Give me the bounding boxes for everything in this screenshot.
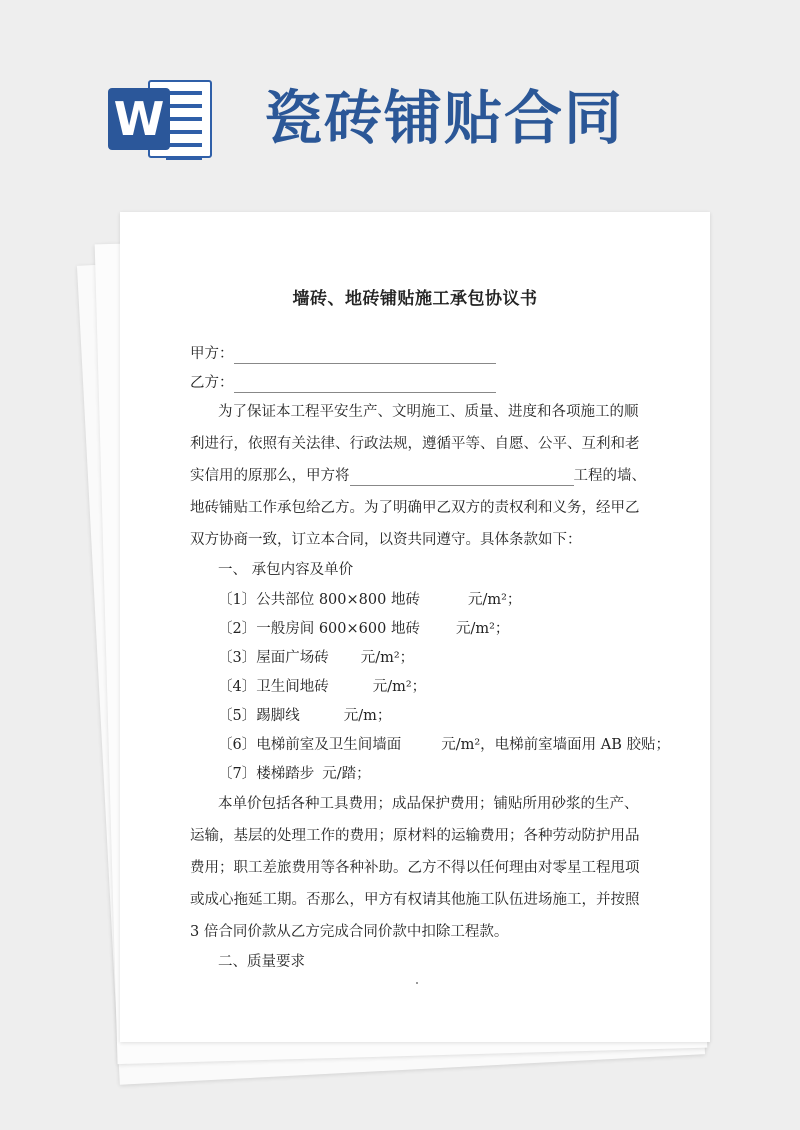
list-item (218, 764, 371, 784)
item-label: 〔6〕电梯前室及卫生间墙面 (218, 737, 402, 753)
price-blank[interactable] (420, 623, 456, 639)
section1-heading: 一、 承包内容及单价 (218, 562, 354, 578)
header-banner (0, 0, 800, 210)
list-item (218, 648, 414, 668)
intro-line-2: 利进行，依照有关法律、行政法规，遵循平等、自愿、公平、互利和老 (190, 436, 640, 452)
party-a-label: 甲方： (190, 346, 234, 362)
price-blank[interactable] (401, 739, 441, 755)
price-note-line-4: 或成心拖延工期。否那么，甲方有权请其他施工队伍进场施工，并按照 (190, 892, 640, 908)
item-label: 〔1〕公共部位 800×800 地砖 (218, 592, 420, 608)
price-note-line-1: 本单价包括各种工具费用；成品保护费用；铺贴所用砂浆的生产、 (218, 796, 639, 812)
party-b-blank[interactable] (234, 376, 496, 393)
price-blank[interactable] (329, 681, 373, 697)
intro-line-1: 为了保证本工程平安生产、文明施工、质量、进度和各项施工的顺 (218, 404, 639, 420)
price-blank[interactable] (329, 652, 361, 668)
list-item (218, 677, 426, 697)
list-item (218, 706, 391, 726)
party-a-blank[interactable] (234, 347, 496, 364)
party-a-line (190, 344, 496, 364)
price-blank[interactable] (420, 594, 468, 610)
project-name-blank[interactable] (350, 469, 574, 486)
item-unit: 元/m²； (455, 621, 510, 637)
item-unit: 元/m²； (467, 592, 522, 608)
price-note-line-2: 运输，基层的处理工作的费用；原材料的运输费用；各种劳动防护用品 (190, 828, 640, 844)
list-item (218, 619, 509, 639)
item-label: 〔3〕屋面广场砖 (218, 650, 329, 666)
price-note-line-5: 3 倍合同价款从乙方完成合同价款中扣除工程款。 (190, 924, 509, 940)
page-mark (416, 982, 418, 984)
item-unit: 元/m²； (360, 650, 415, 666)
intro-line-3 (190, 466, 646, 486)
section2-heading: 二、质量要求 (218, 954, 305, 970)
word-document-icon (108, 80, 212, 158)
item-label: 〔7〕楼梯踏步 (218, 766, 315, 782)
list-item (218, 735, 670, 755)
intro-line-3-text: 实信用的原那么，甲方将 (190, 468, 350, 484)
document-page (120, 212, 710, 1042)
party-b-label: 乙方： (190, 375, 234, 391)
item-unit: 元/踏； (322, 766, 371, 782)
price-blank[interactable] (300, 710, 344, 726)
list-item (218, 590, 521, 610)
intro-line-5: 双方协商一致，订立本合同，以资共同遵守。具体条款如下： (190, 532, 582, 548)
intro-line-3-end: 工程的墙、 (573, 468, 646, 484)
price-note-line-3: 费用；职工差旅费用等各种补助。乙方不得以任何理由对零星工程甩项 (190, 860, 640, 876)
item-label: 〔4〕卫生间地砖 (218, 679, 329, 695)
document-title: 墙砖、地砖铺贴施工承包协议书 (292, 289, 538, 309)
item-unit: 元/m²； (372, 679, 427, 695)
party-b-line (190, 373, 496, 393)
banner-title: 瓷砖铺贴合同 (264, 84, 625, 152)
intro-line-4: 地砖铺贴工作承包给乙方。为了明确甲乙双方的责权利和义务，经甲乙 (190, 500, 640, 516)
item-label: 〔2〕一般房间 600×600 地砖 (218, 621, 420, 637)
item-label: 〔5〕踢脚线 (218, 708, 300, 724)
item-unit: 元/m； (343, 708, 392, 724)
word-badge: W (108, 88, 170, 150)
item-unit: 元/m²，电梯前室墙面用 AB 胶贴； (441, 737, 671, 753)
